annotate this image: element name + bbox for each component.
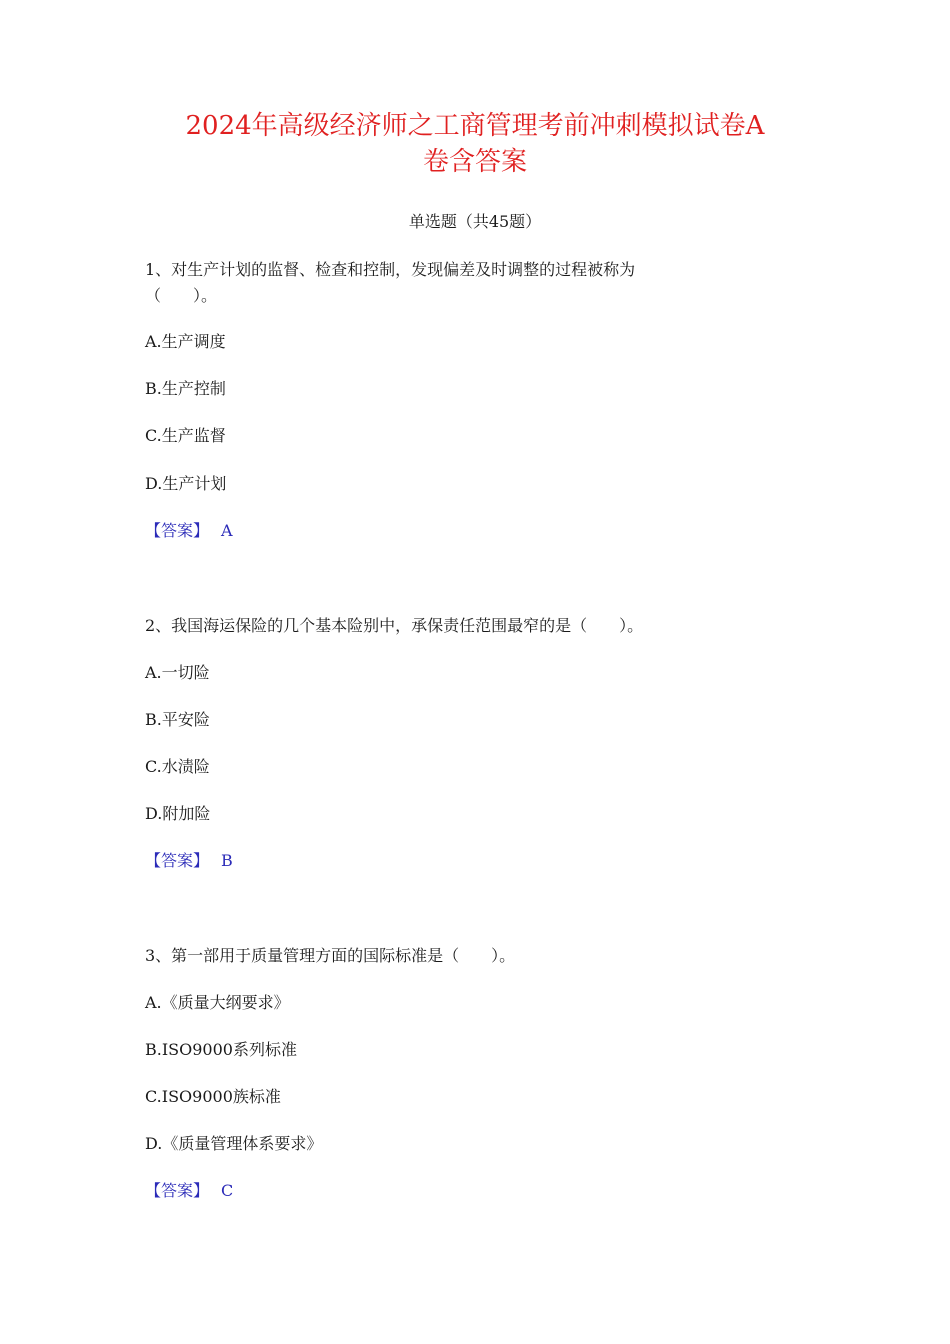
question-3-answer <box>145 1179 233 1203</box>
document-title-line-1: 2024年高级经济师之工商管理考前冲刺模拟试卷A <box>185 111 765 141</box>
document-title-line-2: 卷含答案 <box>422 147 527 177</box>
answer-value: C <box>221 1181 234 1200</box>
answer-value: A <box>221 521 233 540</box>
question-1-option-b: B.生产控制 <box>145 379 226 398</box>
answer-label: 【答案】 <box>145 851 210 870</box>
question-3-option-a: A.《质量大纲要求》 <box>145 993 290 1012</box>
question-2-option-d: D.附加险 <box>145 804 211 823</box>
question-1-stem-line-2: （ ）。 <box>145 286 218 305</box>
question-1-option-a: A.生产调度 <box>145 332 226 351</box>
question-3-stem-line-1: 3、第一部用于质量管理方面的国际标准是（ ）。 <box>145 946 516 965</box>
question-1-stem-line-1: 1、对生产计划的监督、检查和控制，发现偏差及时调整的过程被称为 <box>145 260 636 279</box>
question-2-option-b: B.平安险 <box>145 710 210 729</box>
question-1-option-d: D.生产计划 <box>145 474 227 493</box>
question-3-option-b: B.ISO9000系列标准 <box>145 1040 297 1059</box>
answer-value: B <box>221 851 233 870</box>
question-2-option-c: C.水渍险 <box>145 757 210 776</box>
question-1-answer <box>145 519 233 543</box>
question-2-answer <box>145 849 233 873</box>
answer-label: 【答案】 <box>145 1181 210 1200</box>
section-heading: 单选题（共45题） <box>408 212 542 231</box>
question-3-option-c: C.ISO9000族标准 <box>145 1087 281 1106</box>
question-1-option-c: C.生产监督 <box>145 426 226 445</box>
question-2-stem-line-1: 2、我国海运保险的几个基本险别中，承保责任范围最窄的是（ ）。 <box>145 616 644 635</box>
answer-label: 【答案】 <box>145 521 210 540</box>
question-2-option-a: A.一切险 <box>145 663 210 682</box>
question-3-option-d: D.《质量管理体系要求》 <box>145 1134 323 1153</box>
